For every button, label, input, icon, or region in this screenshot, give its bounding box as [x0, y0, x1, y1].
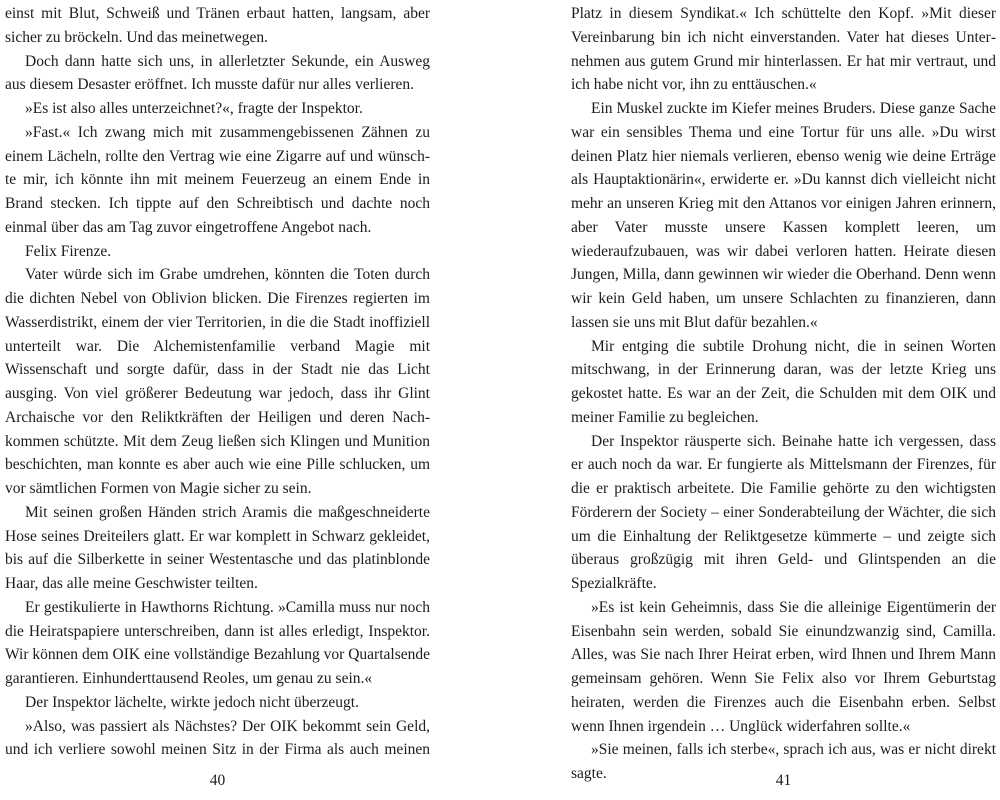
paragraph: »Es ist also alles unterzeichnet?«, fragte der Inspektor. [25, 100, 363, 117]
left-page [5, 0, 430, 800]
paragraph: »Sie meinen, falls ich sterbe«, sprach ich aus, was er nicht direkt sagte. [571, 741, 996, 782]
paragraph: einst mit Blut, Schweiß und Tränen erbaut hatten, langsam, aber sicher zu bröckeln. Und das meinetwegen. [5, 5, 430, 46]
page-number: 40 [209, 772, 226, 789]
right-page [571, 0, 996, 800]
paragraph: Mir entging die subtile Drohung nicht, die in seinen Worten mitschwang, in der Erinnerung daran, was der letzte Krieg uns gekostet hatte. Es war an der Zeit, die Schulden mit dem OIK und meiner Familie zu begleichen. [571, 337, 996, 426]
paragraph: Felix Firenze. [25, 242, 112, 260]
paragraph: Er gestikulierte in Hawthorns Richtung. »Camilla muss nur noch die Heiratspapiere unterschreiben, dann ist alles erledigt, Inspektor. Wir können dem OIK eine vollständige Bezahlung vor Quartalsende garantieren. Einhunderttausend Reoles, um genau zu sein.« [5, 598, 430, 687]
paragraph: »Es ist kein Geheimnis, dass Sie die alleinige Eigentümerin der Eisenbahn sein werden, sobald Sie einundzwanzig sind, Camilla. Alles, was Sie nach Ihrer Heirat erben, wird Ihnen und Ihrem Mann gemeinsam gehören. Wenn Sie Felix also vor Ihrem Geburtstag heiraten, werden die Firenzes auch die Eisenbahn erben. Selbst wenn Ihnen irgendein … Unglück widerfahren sollte.« [571, 598, 996, 735]
paragraph: »Also, was passiert als Nächstes? Der OIK bekommt sein Geld, und ich verliere sowohl meinen Sitz in der Firma als auch meinen [5, 717, 430, 759]
right-page-text [571, 2, 996, 786]
paragraph: Vater würde sich im Grabe umdrehen, könnten die Toten durch die dichten Nebel von Oblivion blicken. Die Firenzes regierten im Wasserdistrikt, einem der vier Territorien, in die die Stadt inoffiziell unterteilt war. Die Alchemistenfamilie verband Magie mit Wissenschaft und sorgte dafür, dass in der Stadt nie das Licht ausging. Von viel größerer Bedeutung war jedoch, dass ihr Glint Archaische vor den Reliktkräften der Heiligen und deren Nachkommen schützte. Mit dem Zeug ließen sich Klingen und Munition beschichten, man konnte es aber auch wie eine Pille schlucken, um vor sämtlichen Formen von Magie sicher zu sein. [5, 266, 430, 497]
left-page-text [5, 2, 430, 762]
paragraph: Doch dann hatte sich uns, in allerletzter Sekunde, ein Ausweg aus diesem Desaster eröffnet. Ich musste dafür nur alles verlieren. [5, 52, 430, 94]
paragraph: Ein Muskel zuckte im Kiefer meines Bruders. Diese ganze Sache war ein sensibles Thema und eine Tortur für uns alle. »Du wirst deinen Platz hier niemals verlieren, ebenso wenig wie deine Erträge als Hauptaktionärin«, erwiderte er. »Du kannst dich vielleicht nicht mehr an unseren Krieg mit den Attanos vor einigen Jahren erinnern, aber Vater musste unsere Kassen komplett leeren, um wiederaufzubauen, was wir dabei verloren hatten. Heirate diesen Jungen, Milla, dann gewinnen wir wieder die Oberhand. Denn wenn wir kein Geld haben, um unsere Schlachten zu finanzieren, dann lassen sie uns mit Blut dafür bezahlen.« [571, 100, 996, 331]
paragraph: »Fast.« Ich zwang mich mit zusammengebissenen Zähnen zu einem Lächeln, rollte den Vertrag wie eine Zigarre auf und wünschte mir, ich könnte ihn mit meinem Feuerzeug an einem Ende in Brand stecken. Ich tippte auf den Schreibtisch und dachte noch einmal über das am Tag zuvor eingetroffene Angebot nach. [5, 123, 430, 236]
paragraph: Mit seinen großen Händen strich Aramis die maßgeschneiderte Hose seines Dreiteilers glatt. Er war komplett in Schwarz gekleidet, bis auf die Silberkette in seiner Westentasche und das platinblonde Haar, das alle meine Geschwister teilten. [5, 503, 430, 592]
paragraph: Der Inspektor räusperte sich. Beinahe hatte ich vergessen, dass er auch noch da war. Er fungierte als Mittelsmann der Firenzes, für die er praktisch arbeitete. Die Familie gehörte zu den wichtigsten Förderern der Society – einer Sonderabteilung der Wächter, die sich um die Einhaltung der Reliktgesetze kümmerte – und zeigte sich überaus großzügig mit ihren Geld- und Glintspenden an die Spezialkräfte. [571, 432, 996, 592]
paragraph: Platz in diesem Syndikat.« Ich schüttelte den Kopf. »Mit dieser Vereinbarung bin ich nicht einverstanden. Vater hat dieses Unternehmen aus gutem Grund mir hinterlassen. Er hat mir vertraut, und ich habe nicht vor, ihn zu enttäuschen.« [571, 5, 996, 94]
page-number: 41 [775, 772, 792, 789]
paragraph: Der Inspektor lächelte, wirkte jedoch nicht überzeugt. [25, 693, 359, 711]
